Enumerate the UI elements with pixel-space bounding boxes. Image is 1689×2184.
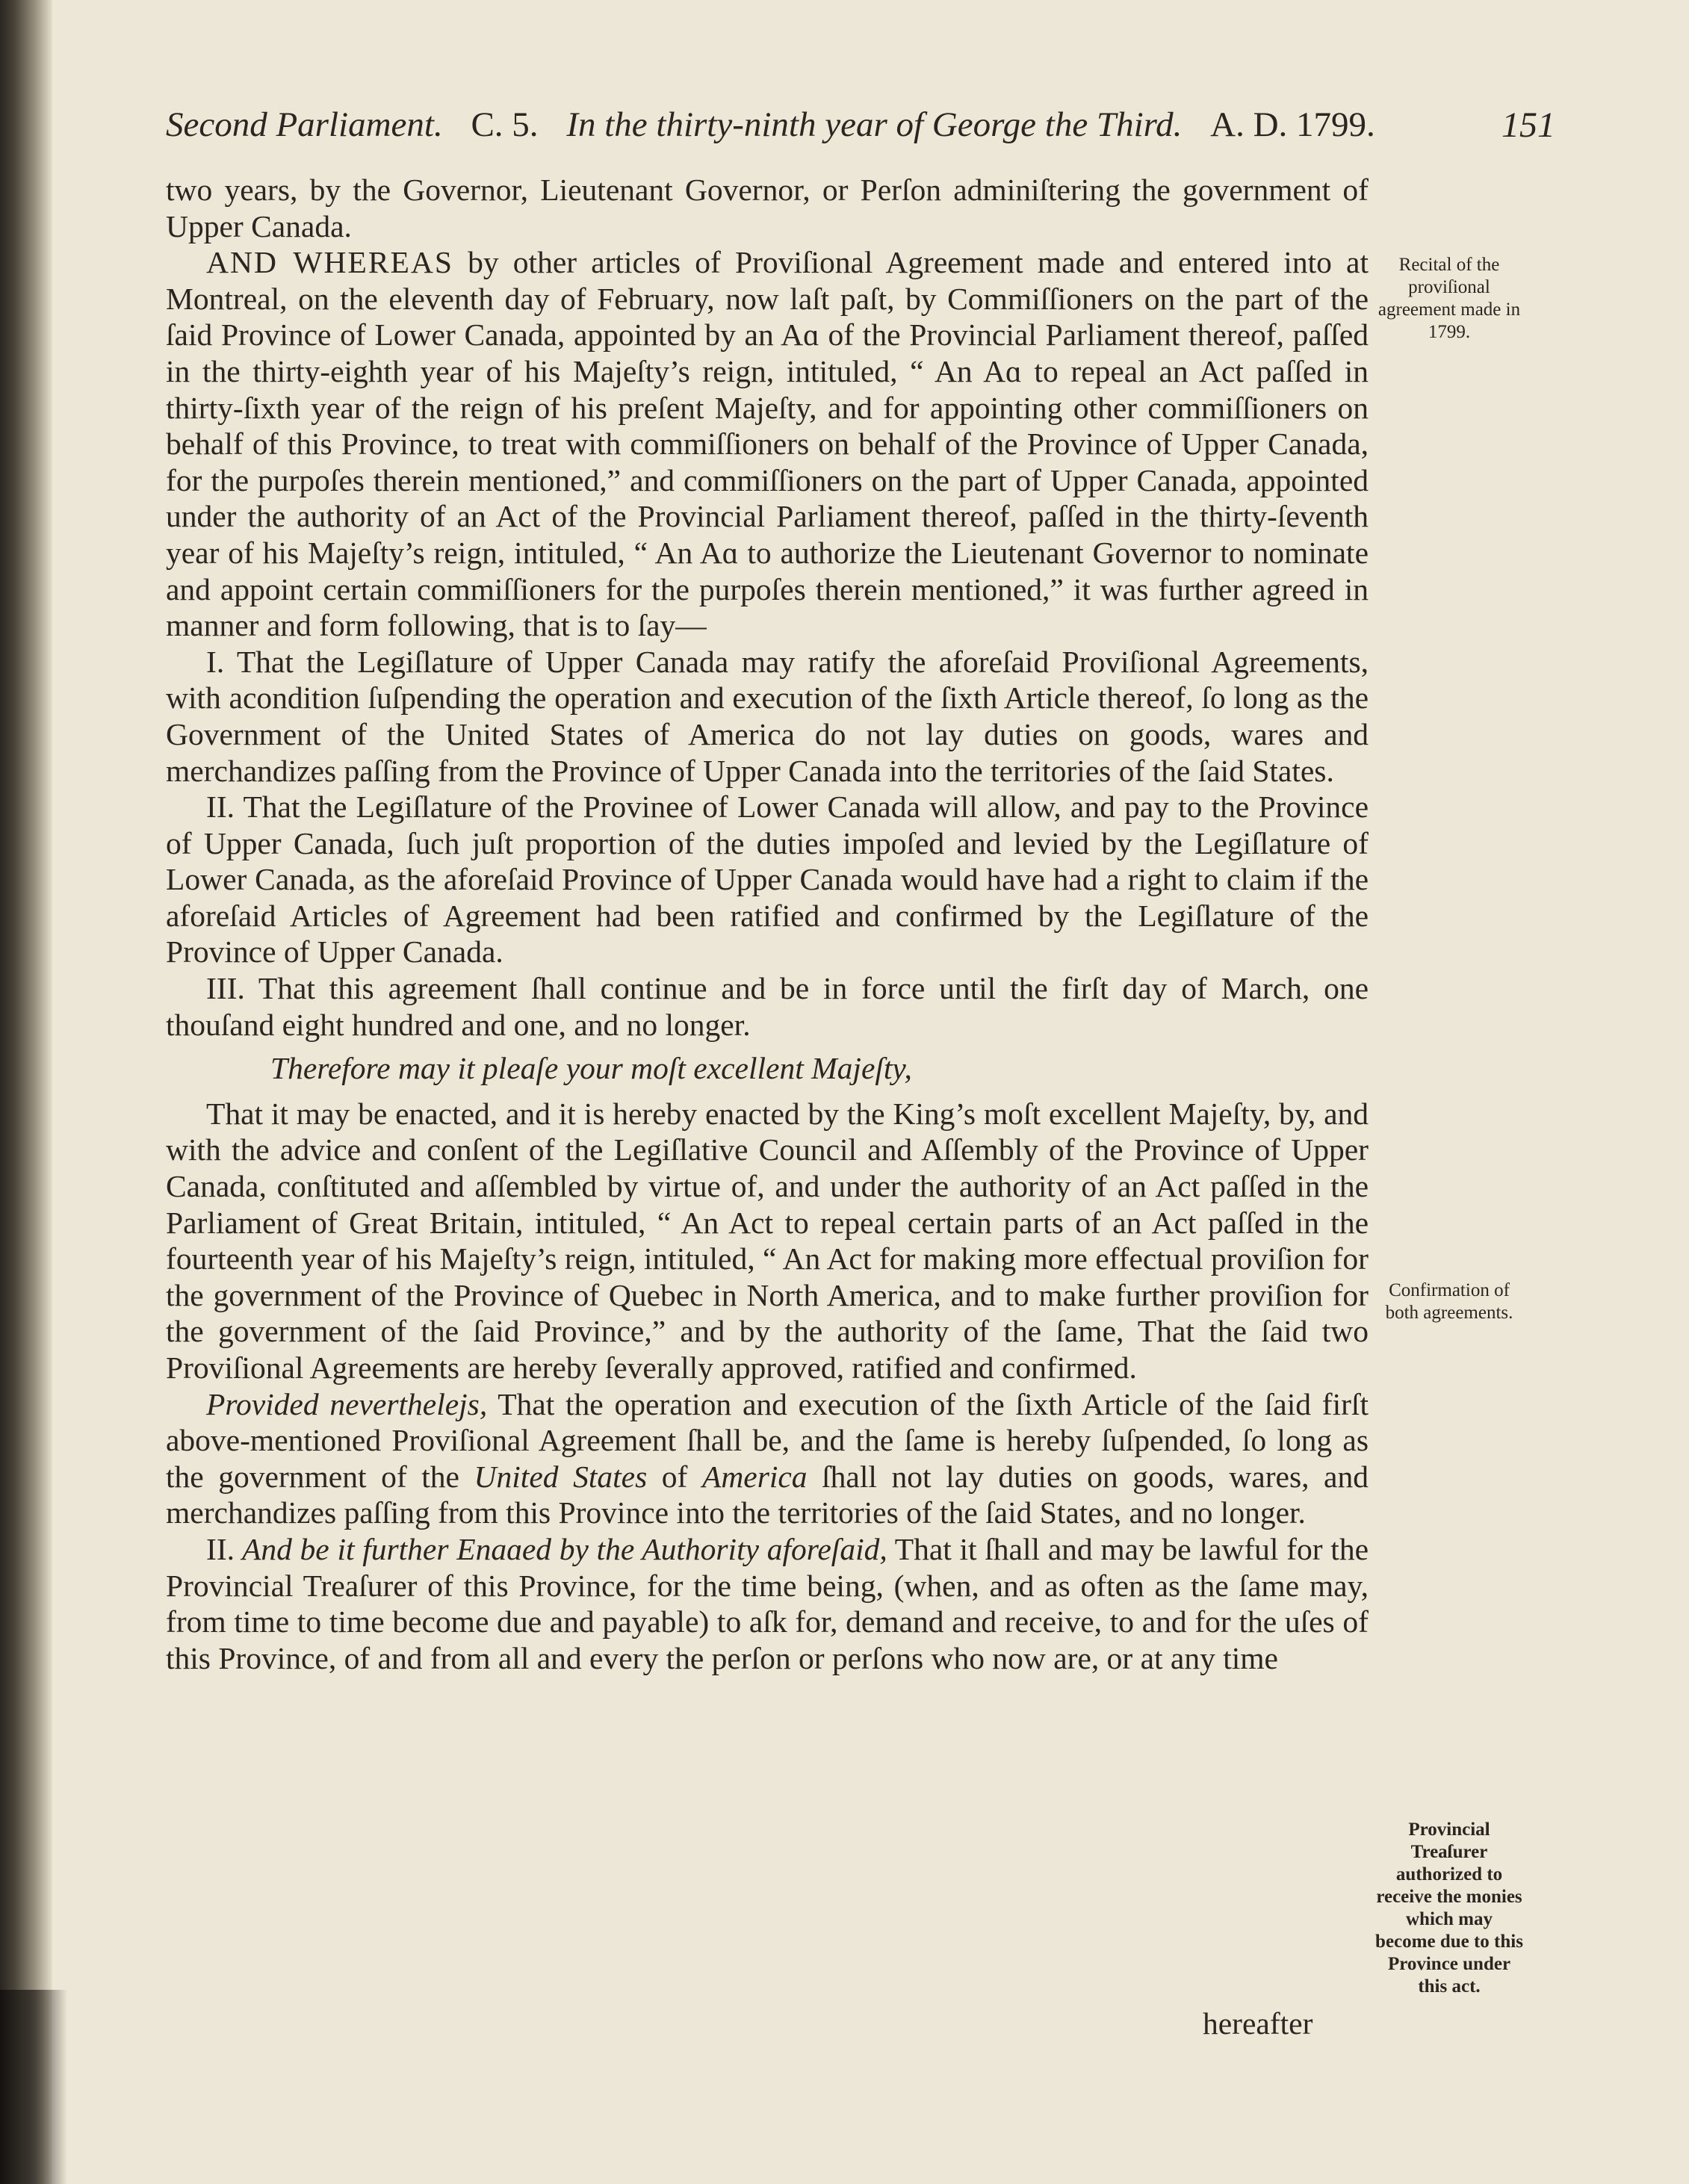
body-text bbox=[166, 172, 1369, 1676]
running-head bbox=[166, 105, 1555, 157]
proviso-america: America bbox=[701, 1459, 808, 1494]
book-spine-shadow-bottom bbox=[0, 1990, 67, 2184]
marginal-note-recital: Recital of the proviſional agreement made in 1799. bbox=[1377, 255, 1521, 342]
whereas-lead: AND WHEREAS bbox=[206, 245, 453, 280]
paragraph-continuation: two years, by the Governor, Lieutenant Governor, or Perſon adminiſtering the government of Upper Canada. bbox=[166, 173, 1369, 243]
proviso-text-2: of bbox=[647, 1459, 702, 1494]
whereas-text: by other articles of Proviſional Agreement made and entered into at Montreal, on the eleventh day of February, now laſt paſt, by Commiſſioners on the part of the ſaid Province of Lower Canada, appointed by an Aɑ of the Provincial Parliament thereof, paſſed in the thirty-eighth year of his Majeſty’s reign, intituled, “ An Aɑ to repeal an Act paſſed in thirty-ſixth year of the reign of his preſent Majeſty, and for appointing other commiſſioners on behalf of this Province, to treat with commiſſioners on behalf of the Province of Upper Canada, for the purpoſes therein mentioned,” and commiſſioners on the part of Upper Canada, appointed under the authority of an Act of the Provincial Parliament thereof, paſſed in the thirty-ſeventh year of his Majeſty’s reign, intituled, “ An Aɑ to authorize the Lieutenant Governor to nominate and appoint certain commiſſioners for the purpoſes therein mentioned,” it was further agreed in manner and form following, that is to ſay— bbox=[166, 245, 1369, 643]
catchword: hereafter bbox=[1203, 2006, 1313, 2041]
proviso-lead: Provided neverthelejs, bbox=[206, 1386, 488, 1421]
page-number: 151 bbox=[1501, 105, 1555, 145]
proviso-united-states: United States bbox=[474, 1459, 648, 1494]
running-head-chapter: C. 5. bbox=[471, 105, 539, 144]
section-2 bbox=[166, 1531, 1369, 1676]
section-2-lead: And be it further Enaɑed by the Authority aforeſaid, bbox=[235, 1531, 887, 1566]
article-2: II. That the Legiſlature of the Provinee of Lower Canada will allow, and pay to the Province of Upper Canada, ſuch juſt proportion of the duties impoſed and levied by the Legiſlature of Lower Canada, as the aforeſaid Province of Upper Canada would have had a right to claim if the aforeſaid Articles of Agreement had been ratified and confirmed by the Legiſlature of the Province of Upper Canada. bbox=[166, 789, 1369, 970]
preamble: Therefore may it pleaſe your moſt excellent Majeſty, bbox=[270, 1051, 912, 1086]
document-page bbox=[157, 97, 1576, 2129]
article-1: I. That the Legiſlature of Upper Canada may ratify the aforeſaid Proviſional Agreements, with acondition ſuſpending the operation and execution of the ſixth Article thereof, ſo long as the Government of the United States of America do not lay duties on goods, wares and merchandizes paſſing from the Province of Upper Canada into the territories of the ſaid States. bbox=[166, 644, 1369, 788]
proviso-text-1: That the operation and execution of the ſixth Article of the ſaid firſt above-mentioned Proviſional Agreement ſhall be, and the ſame is hereby ſuſpended, ſo long as the government of the bbox=[166, 1386, 1369, 1494]
running-head-year: A. D. 1799. bbox=[1210, 105, 1375, 144]
section-2-text: That it ſhall and may be lawful for the Provincial Treaſurer of this Province, for the time being, (when, and as often as the ſame may, from time to time become due and payable) to aſk for, demand and receive, to and for the uſes of this Province, of and from all and every the perſon or perſons who now are, or at any time bbox=[166, 1531, 1369, 1675]
book-spine-shadow bbox=[0, 0, 52, 2184]
article-3: III. That this agreement ſhall continue and be in force until the firſt day of March, one thouſand eight hundred and one, and no longer. bbox=[166, 971, 1369, 1042]
paragraph-whereas bbox=[166, 244, 1369, 644]
section-2-number: II. bbox=[206, 1531, 235, 1566]
proviso-text-3: ſhall not lay duties on goods, wares, and merchandizes paſſing from this Province into the territories of the ſaid States, and no longer. bbox=[166, 1459, 1369, 1530]
enacting-clause: That it may be enacted, and it is hereby enacted by the King’s moſt excellent Majeſty, by, and with the advice and conſent of the Legiſlative Council and Aſſembly of the Province of Upper Canada, conſtituted and aſſembled by virtue of, and under the authority of an Act paſſed in the Parliament of Great Britain, intituled, “ An Act to repeal certain parts of an Act paſſed in the fourteenth year of his Majeſty’s reign, intituled, “ An Act for making more effectual proviſion for the government of the Province of Quebec in North America, and to make further proviſion for the government of the ſaid Province,” and by the authority of the ſame, That the ſaid two Proviſional Agreements are hereby ſeverally approved, ratified and confirmed. bbox=[166, 1096, 1369, 1385]
proviso bbox=[166, 1386, 1369, 1531]
marginal-note-confirmation: Confirmation of both agreements. bbox=[1385, 1280, 1513, 1323]
running-head-regnal-year: In the thirty-ninth year of George the Third. bbox=[566, 105, 1183, 144]
running-head-parliament: Second Parliament. bbox=[166, 105, 443, 144]
marginal-note-treasurer: Provincial Treaſurer authorized to receive the monies which may become due to this Province under this act. bbox=[1375, 1820, 1523, 1997]
